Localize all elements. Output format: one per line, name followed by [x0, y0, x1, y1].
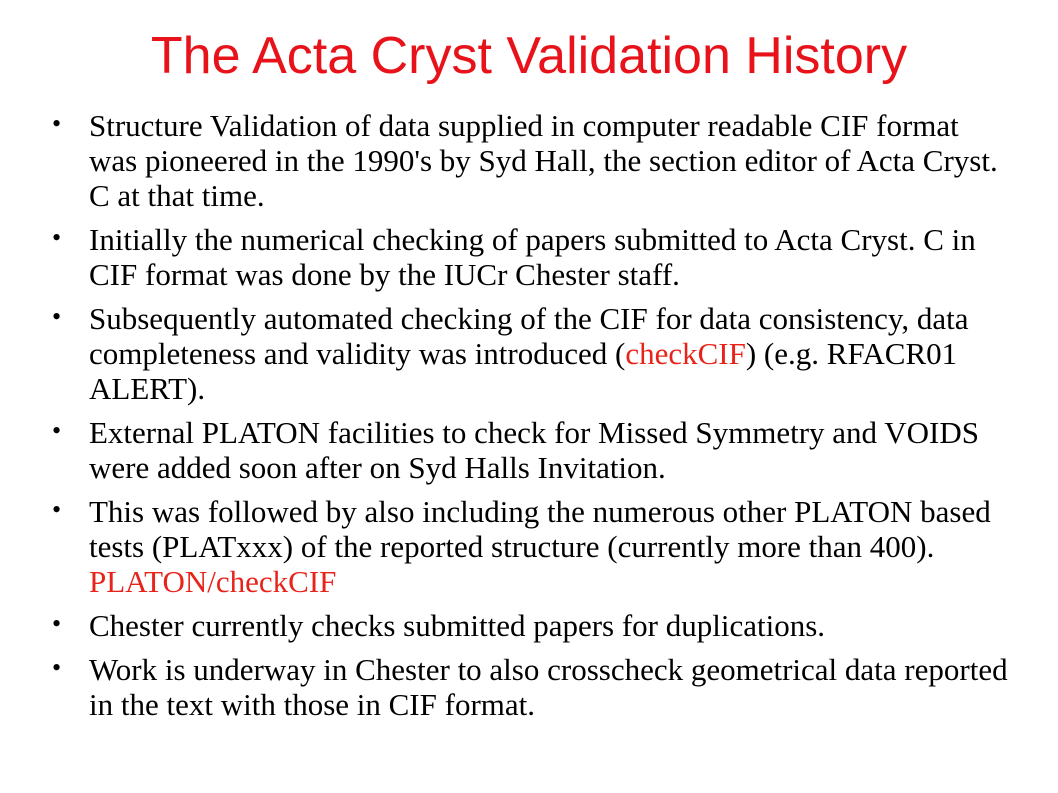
- bullet-item: [52, 222, 1012, 292]
- platon-checkcif-highlight: PLATON/checkCIF: [89, 564, 337, 599]
- bullet-dot-icon: •: [52, 609, 62, 638]
- bullet-item: [52, 494, 1012, 599]
- bullet-dot-icon: •: [52, 416, 62, 445]
- bullet-text: Initially the numerical checking of papers submitted to Acta Cryst. C in CIF format was done by the IUCr Chester staff.: [89, 222, 976, 292]
- bullet-dot-icon: •: [52, 109, 62, 138]
- bullet-text: External PLATON facilities to check for Missed Symmetry and VOIDS were added soon after on Syd Halls Invitation.: [89, 415, 979, 485]
- bullet-list: [52, 108, 1012, 731]
- bullet-text-tail: ) (e.g. RFACR01 ALERT).: [89, 336, 958, 406]
- bullet-item: [52, 108, 1012, 213]
- bullet-item: [52, 652, 1012, 722]
- bullet-dot-icon: •: [52, 653, 62, 682]
- bullet-dot-icon: •: [52, 302, 62, 331]
- bullet-item: [52, 608, 1012, 643]
- checkcif-highlight: checkCIF: [625, 336, 746, 371]
- bullet-text: This was followed by also including the numerous other PLATON based tests (PLATxxx) of the reported structure (currently more than 400).: [89, 494, 991, 564]
- bullet-item: [52, 415, 1012, 485]
- bullet-text: Structure Validation of data supplied in computer readable CIF format was pioneered in the 1990's by Syd Hall, the section editor of Acta Cryst. C at that time.: [89, 108, 998, 213]
- bullet-text: Chester currently checks submitted papers for duplications.: [89, 608, 826, 643]
- bullet-dot-icon: •: [52, 223, 62, 252]
- bullet-dot-icon: •: [52, 495, 62, 524]
- bullet-text: Work is underway in Chester to also crosscheck geometrical data reported in the text with those in CIF format.: [89, 652, 1008, 722]
- bullet-item: [52, 301, 1012, 406]
- slide-title: The Acta Cryst Validation History: [150, 27, 908, 85]
- bullet-text: Subsequently automated checking of the CIF for data consistency, data completeness and validity was introduced (: [89, 301, 969, 371]
